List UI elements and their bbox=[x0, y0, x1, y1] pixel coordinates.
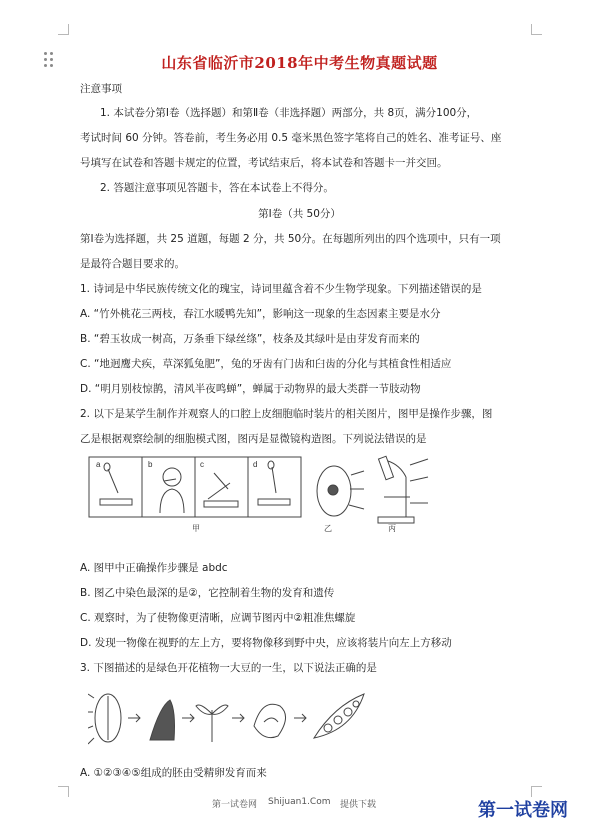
section-heading: 第Ⅰ卷（共 50分） bbox=[258, 208, 341, 220]
question-2-stem: 2. 以下是某学生制作并观察人的口腔上皮细胞临时装片的相关图片，图甲是操作步骤，图 bbox=[80, 408, 493, 420]
figure-label-a: a bbox=[96, 460, 101, 469]
section-intro-cont: 是最符合题目要求的。 bbox=[80, 258, 185, 270]
question-3-option-a: A. ①②③④⑤组成的胚由受精卵发育而来 bbox=[80, 767, 267, 779]
microscope-diagram bbox=[378, 517, 414, 523]
question-1-option-c: C. “地迥鹰犬疾，草深狐兔肥”，兔的牙齿有门齿和臼齿的分化与其植食性相适应 bbox=[80, 358, 452, 370]
notice-item-1-cont: 考试时间 60 分钟。答卷前，考生务必用 0.5 毫米黑色签字笔将自己的姓名、准考证号、座 bbox=[80, 132, 502, 144]
question-3-stem: 3. 下图描述的是绿色开花植物一大豆的一生，以下说法正确的是 bbox=[80, 662, 377, 674]
page-corner-mark bbox=[58, 24, 69, 35]
seedling-diagram bbox=[150, 700, 175, 740]
head-shape bbox=[163, 468, 181, 486]
figure-label-d: d bbox=[253, 460, 258, 469]
arrow-icon bbox=[232, 714, 244, 722]
footer-site-name: 第一试卷网 bbox=[212, 800, 258, 810]
question-2-figure bbox=[88, 453, 434, 533]
question-2-option-c: C. 观察时，为了使物像更清晰，应调节图丙中②粗准焦螺旋 bbox=[80, 612, 356, 624]
question-2-stem-cont: 乙是根据观察绘制的细胞模式图，图丙是显微镜构造图。下列说法错误的是 bbox=[80, 433, 427, 445]
site-logo: 第一试卷网 bbox=[478, 800, 568, 821]
question-1-option-d: D. “明月别枝惊鹊，清风半夜鸣蝉”，蝉属于动物界的最大类群一节肢动物 bbox=[80, 383, 421, 395]
flower-diagram bbox=[254, 704, 286, 737]
page-corner-mark bbox=[531, 24, 542, 35]
figure-label-bing: 丙 bbox=[388, 524, 396, 533]
question-1-option-b: B. “碧玉妆成一树高，万条垂下绿丝绦”，枝条及其绿叶是由芽发育而来的 bbox=[80, 333, 420, 345]
notice-heading: 注意事项 bbox=[80, 83, 122, 95]
section-intro: 第Ⅰ卷为选择题，共 25 道题，每题 2 分，共 50分。在每题所列出的四个选项中，只有一项 bbox=[80, 233, 501, 245]
question-2-option-a: A. 图甲中正确操作步骤是 abdc bbox=[80, 562, 228, 574]
slide-shape bbox=[100, 499, 132, 505]
figure-label-yi: 乙 bbox=[324, 524, 332, 533]
page-title: 山东省临沂市2018年中考生物真题试题 bbox=[161, 54, 438, 72]
arrow-icon bbox=[182, 714, 194, 722]
question-1-stem: 1. 诗词是中华民族传统文化的瑰宝，诗词里蕴含着不少生物学现象。下列描述错误的是 bbox=[80, 283, 482, 295]
notice-item-1-cont: 号填写在试卷和答题卡规定的位置，考试结束后，将本试卷和答题卡一并交回。 bbox=[80, 157, 448, 169]
footer-url[interactable]: Shijuan1.Com bbox=[268, 797, 331, 807]
footer-download: 提供下载 bbox=[340, 800, 377, 810]
question-3-figure bbox=[88, 686, 366, 752]
notice-item-1: 1. 本试卷分第Ⅰ卷（选择题）和第Ⅱ卷（非选择题）两部分，共 8页，满分100分， bbox=[100, 107, 478, 119]
page-corner-mark bbox=[58, 786, 69, 797]
arrow-icon bbox=[128, 714, 140, 722]
figure-label-c: c bbox=[200, 460, 204, 469]
question-2-option-d: D. 发现一物像在视野的左上方，要将物像移到野中央，应该将装片向左上方移动 bbox=[80, 637, 452, 649]
arrow-icon bbox=[294, 714, 306, 722]
question-1-option-a: A. “竹外桃花三两枝，春江水暖鸭先知”，影响这一现象的生态因素主要是水分 bbox=[80, 308, 441, 320]
figure-label-b: b bbox=[148, 460, 153, 469]
figure-label-jia: 甲 bbox=[192, 524, 200, 533]
question-2-option-b: B. 图乙中染色最深的是②，它控制着生物的发育和遗传 bbox=[80, 587, 335, 599]
notice-item-2: 2. 答题注意事项见答题卡，答在本试卷上不得分。 bbox=[100, 182, 334, 194]
